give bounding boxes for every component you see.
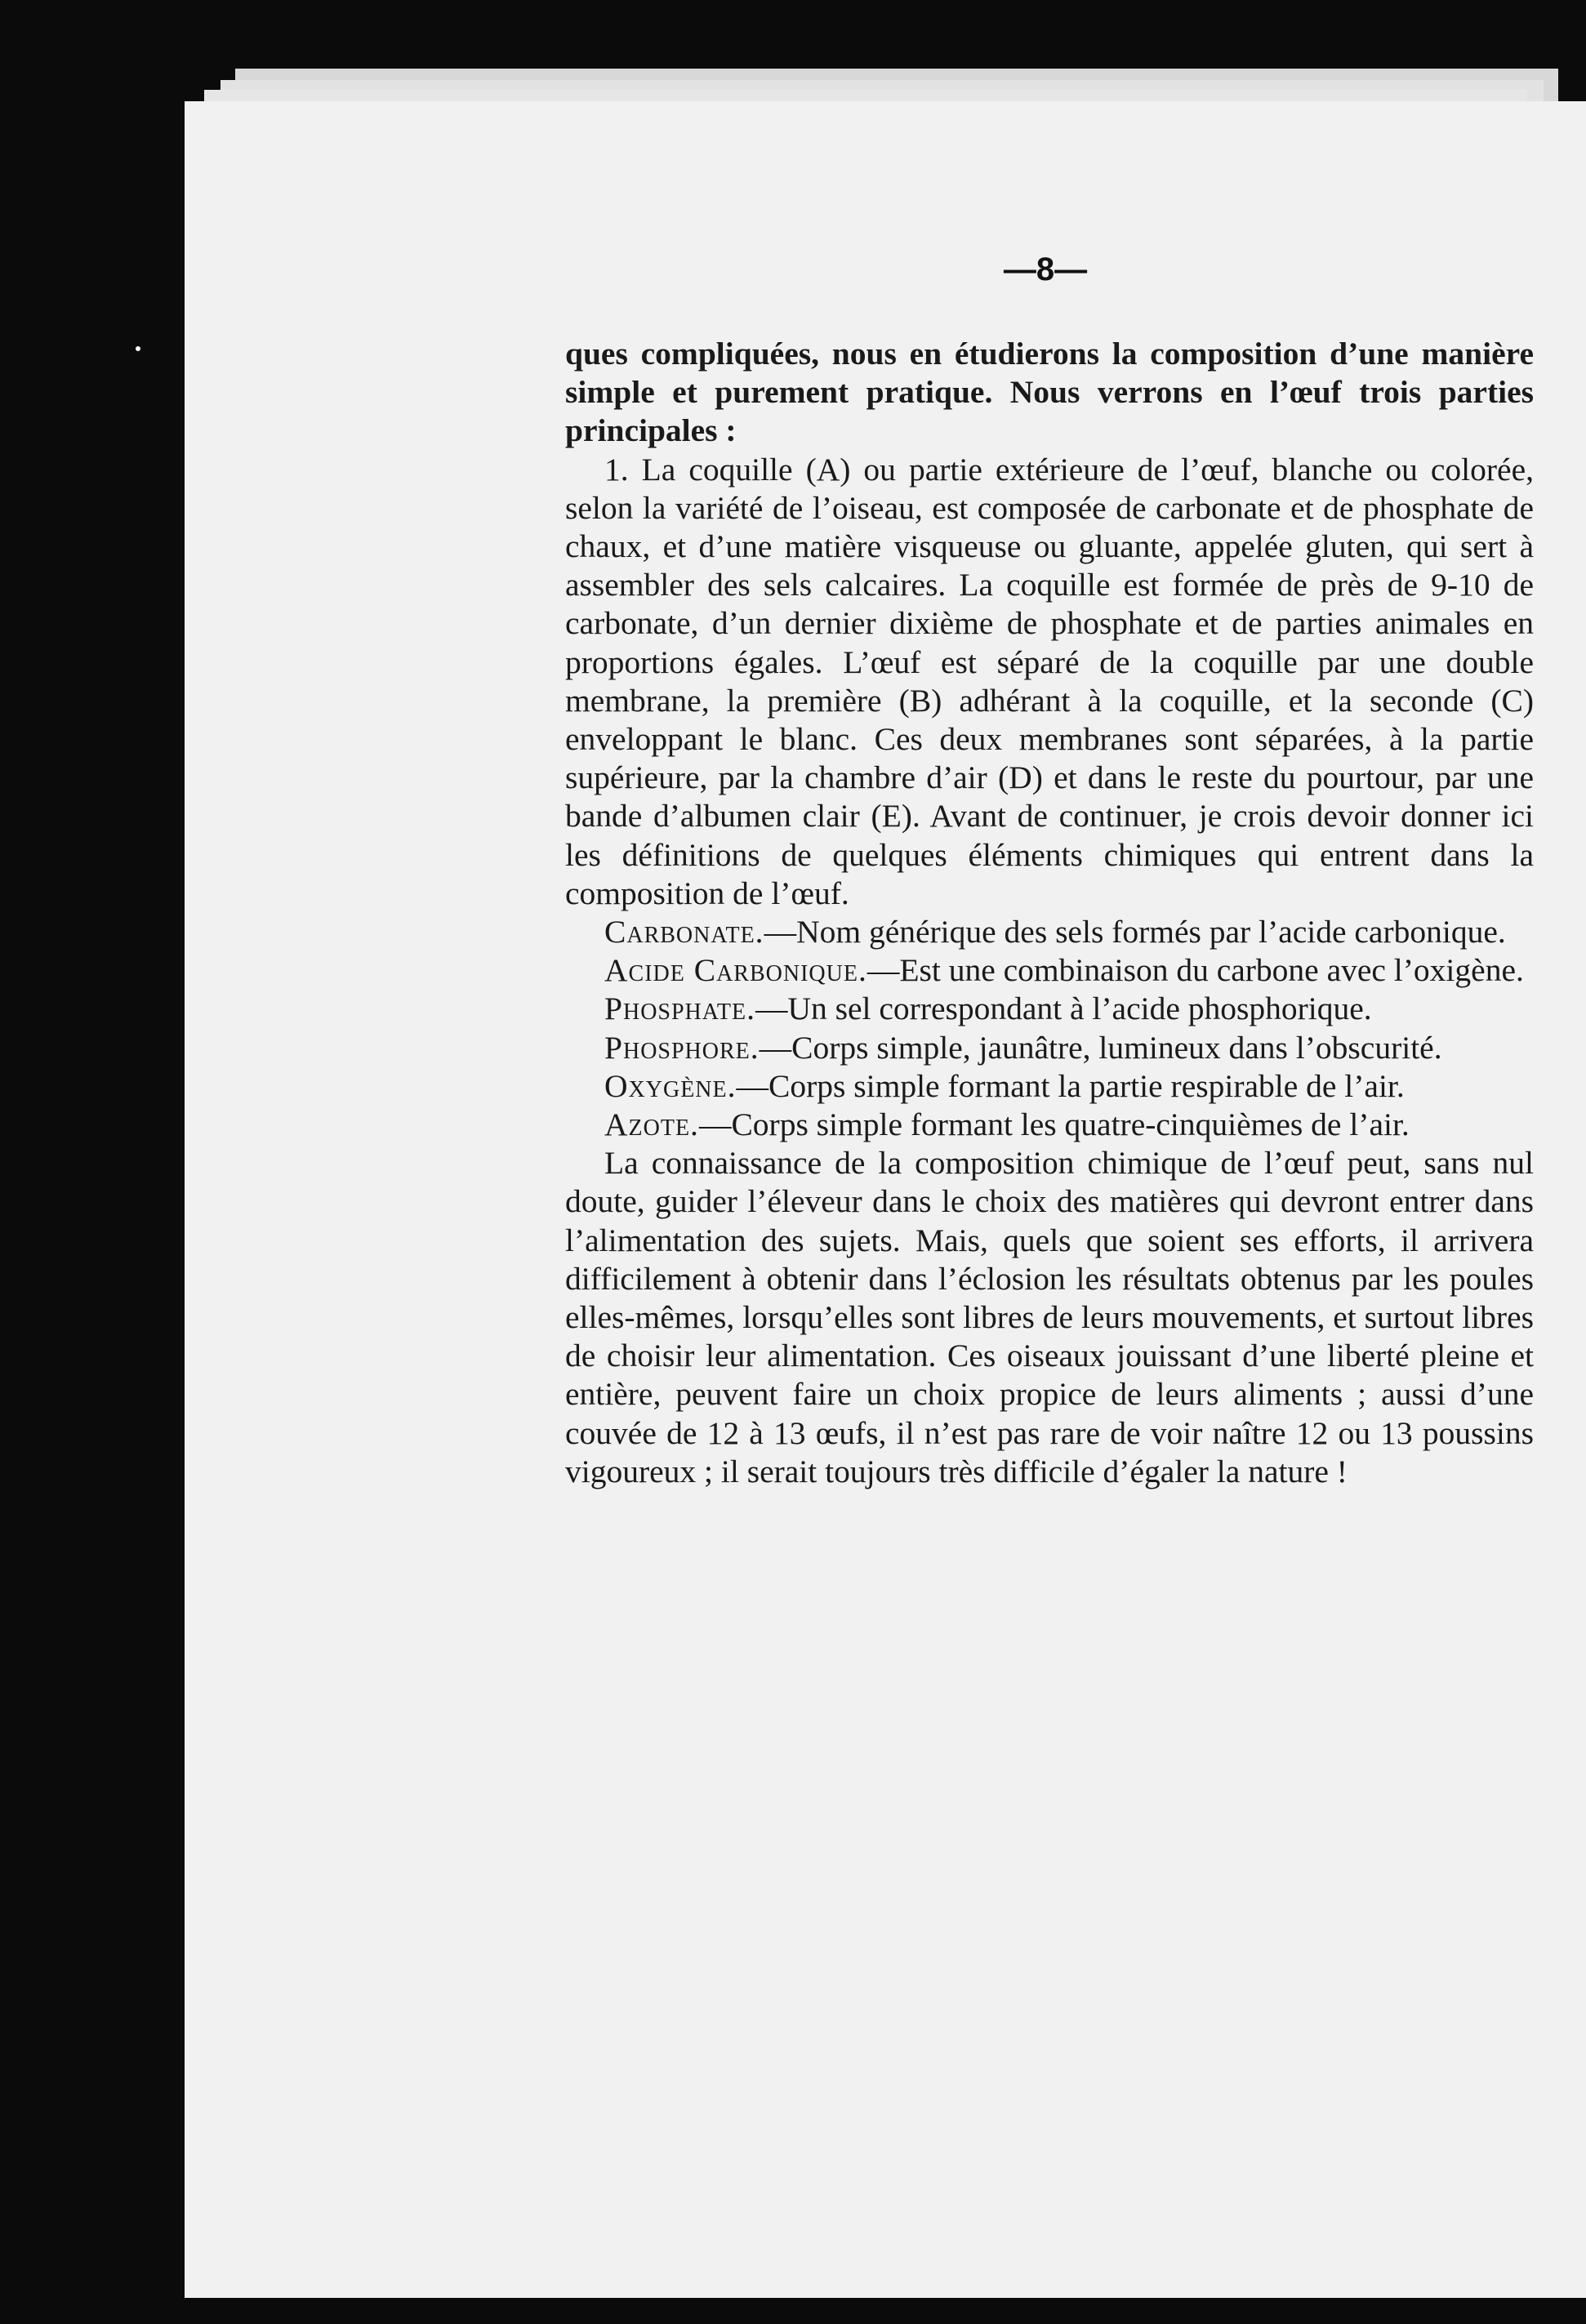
definition-text: —Est une combinaison du carbone avec l’oxigène. [867,952,1524,989]
definition-text: —Nom générique des sels formés par l’acide carbonique. [764,914,1506,951]
body-text [565,335,1534,1491]
definition-text: —Corps simple formant la partie respirable de l’air. [736,1067,1405,1104]
paragraph-conclusion: La connaissance de la composition chimique de l’œuf peut, sans nul doute, guider l’éleveur dans le choix des matières qui devront entrer dans l’alimentation des sujets. Mais, quels que soient ses efforts, il arrivera difficilement à obtenir dans l’éclosion les résultats obtenus par les poules elles-mêmes, lorsqu’elles sont libres de leurs mouvements, et surtout libres de choisir leur alimentation. Ces oiseaux jouissant d’une liberté pleine et entière, peuvent faire un choix propice de leurs aliments ; aussi d’une couvée de 12 à 13 œufs, il n’est pas rare de voir naître 12 ou 13 poussins vigoureux ; il serait toujours très difficile d’égaler la nature ! [565,1145,1534,1489]
definition-term: Carbonate. [604,914,764,951]
definition-text: —Corps simple, jaunâtre, lumineux dans l’obscurité. [759,1029,1442,1066]
definition-term: Phosphate. [604,991,755,1027]
paragraph-intro: ques compliquées, nous en étudierons la composition d’une manière simple et purement pratique. Nous verrons en l’œuf trois parties principales : [565,336,1534,449]
definition-term: Azote. [604,1106,699,1143]
definition-term: Phosphore. [604,1029,760,1066]
definition-phosphore [565,1029,1534,1067]
definition-acide-carbonique [565,951,1534,990]
definition-phosphate [565,990,1534,1028]
page-number: —8— [1003,252,1088,287]
dust-speck [136,346,140,351]
definition-oxygene [565,1067,1534,1106]
paragraph-coquille: 1. La coquille (A) ou partie extérieure de l’œuf, blanche ou colorée, selon la variété de l’oiseau, est composée de carbonate et de phosphate de chaux, et d’une matière visqueuse ou gluante, appelée gluten, qui sert à assembler des sels calcaires. La coquille est formée de près de 9-10 de carbonate, d’un dernier dixième de phosphate et de parties animales en proportions égales. L’œuf est séparé de la coquille par une double membrane, la première (B) adhérant à la coquille, et la seconde (C) enveloppant le blanc. Ces deux membranes sont séparées, à la partie supérieure, par la chambre d’air (D) et dans le reste du pourtour, par une bande d’albumen clair (E). Avant de continuer, je crois devoir donner ici les définitions de quelques éléments chimiques qui entrent dans la composition de l’œuf. [565,451,1534,911]
definition-term: Oxygène. [604,1067,737,1104]
definition-term: Acide Carbonique. [604,952,867,989]
definition-text: —Un sel correspondant à l’acide phosphorique. [755,991,1372,1027]
definition-carbonate [565,913,1534,951]
definition-text: —Corps simple formant les quatre-cinquièmes de l’air. [698,1106,1410,1143]
definition-azote [565,1106,1534,1144]
